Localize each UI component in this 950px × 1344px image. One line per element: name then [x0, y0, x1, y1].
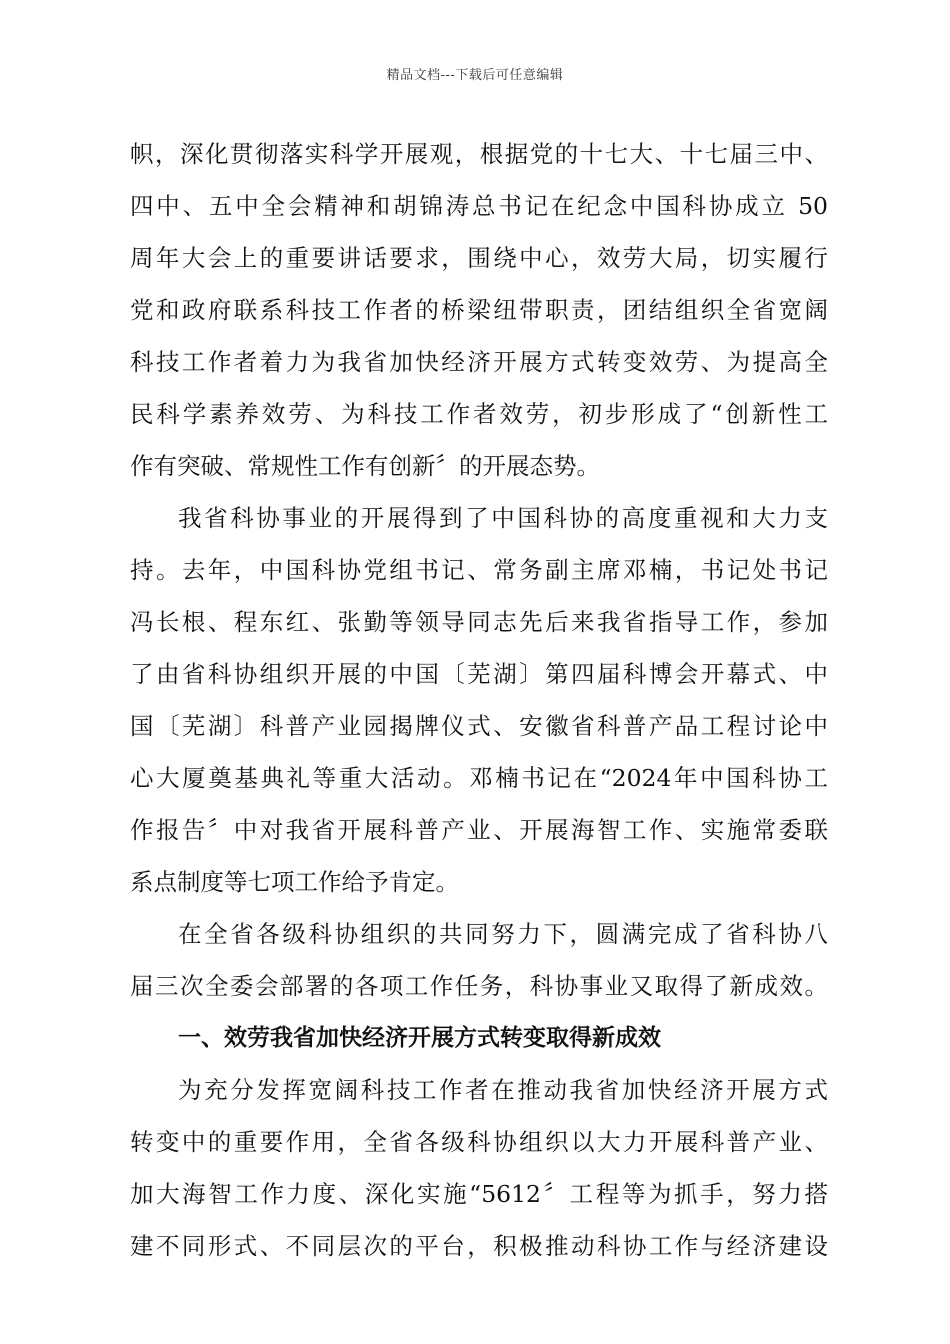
text-line: 帜，深化贯彻落实科学开展观，根据党的十七大、十七届三中、	[130, 140, 828, 168]
text-line: 冯长根、程东红、张勤等领导同志先后来我省指导工作，参加	[130, 608, 828, 636]
text-line: 党和政府联系科技工作者的桥梁纽带职责，团结组织全省宽阔	[130, 296, 828, 324]
text-line: 我省科协事业的开展得到了中国科协的高度重视和大力支	[178, 504, 828, 532]
text-line: 转变中的重要作用，全省各级科协组织以大力开展科普产业、	[130, 1128, 828, 1156]
text-line: 建不同形式、不同层次的平台，积极推动科协工作与经济建设	[130, 1232, 828, 1260]
text-line: 了由省科协组织开展的中国〔芜湖〕第四届科博会开幕式、中	[130, 660, 828, 688]
text-line: 周年大会上的重要讲话要求，围绕中心，效劳大局，切实履行	[130, 244, 828, 272]
document-body	[130, 128, 828, 1272]
text-line: 为充分发挥宽阔科技工作者在推动我省加快经济开展方式	[178, 1076, 828, 1104]
text-line: 作有突破、常规性工作有创新〞的开展态势。	[130, 452, 600, 480]
page-header: 精品文档---下载后可任意编辑	[386, 68, 564, 83]
text-line: 系点制度等七项工作给予肯定。	[130, 868, 459, 896]
text-line: 国〔芜湖〕科普产业园揭牌仪式、安徽省科普产品工程讨论中	[130, 712, 828, 740]
text-line: 科技工作者着力为我省加快经济开展方式转变效劳、为提高全	[130, 348, 828, 376]
section-heading: 一、效劳我省加快经济开展方式转变取得新成效	[178, 1025, 661, 1051]
text-line: 心大厦奠基典礼等重大活动。邓楠书记在“2024年中国科协工	[130, 764, 828, 792]
text-line: 在全省各级科协组织的共同努力下，圆满完成了省科协八	[178, 920, 828, 948]
text-line: 加大海智工作力度、深化实施“5612〞工程等为抓手，努力搭	[130, 1180, 828, 1208]
text-line: 持。去年，中国科协党组书记、常务副主席邓楠，书记处书记	[130, 556, 828, 584]
text-line: 届三次全委会部署的各项工作任务，科协事业又取得了新成效。	[130, 972, 828, 1000]
text-line: 作报告〞中对我省开展科普产业、开展海智工作、实施常委联	[130, 816, 828, 844]
text-line: 民科学素养效劳、为科技工作者效劳，初步形成了“创新性工	[130, 400, 828, 428]
text-line: 四中、五中全会精神和胡锦涛总书记在纪念中国科协成立 50	[130, 192, 828, 220]
